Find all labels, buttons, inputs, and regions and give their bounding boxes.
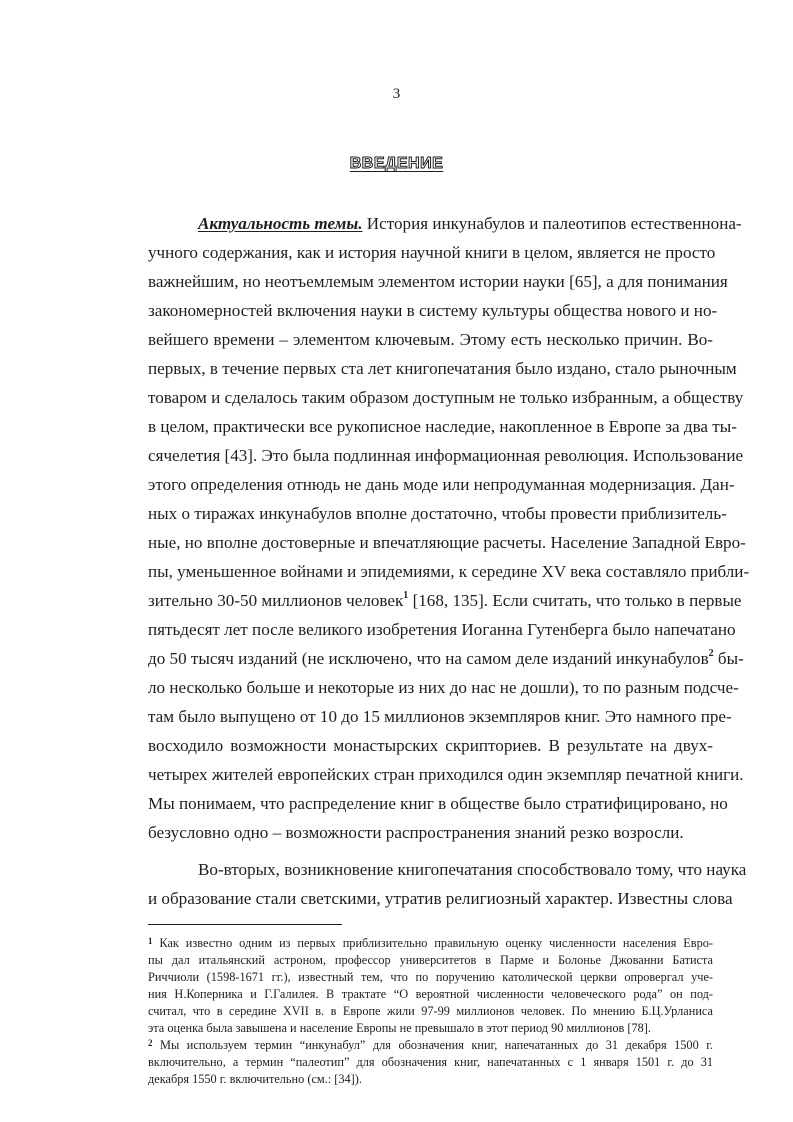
body-line-5: вейшего времени – элементом ключевым. Этому есть несколько причин. Во- bbox=[148, 330, 713, 349]
body-line-16: до 50 тысяч изданий (не исключено, что на самом деле изданий инкунабулов$^2$ бы- bbox=[148, 648, 744, 668]
body-line-10: этого определения отнюдь не дань моде или непродуманная модернизация. Дан- bbox=[148, 475, 735, 494]
body-line-18: там было выпущено от 10 до 15 миллионов экземпляров книг. Это намного пре- bbox=[148, 707, 732, 726]
body-line-13: пы, уменьшенное войнами и эпидемиями, к середине XV века составляло прибли- bbox=[148, 562, 750, 581]
heading-text: ВВЕДЕНИЕ bbox=[349, 155, 444, 172]
footnote-1-line-4: ния Н.Коперника и Г.Галилея. В трактате “О вероятной численности человеческого рода” он под- bbox=[148, 987, 713, 1001]
footnote-ref-2: 2 bbox=[708, 648, 714, 659]
body-line-24: и образование стали светскими, утратив религиозный характер. Известны слова bbox=[148, 889, 733, 908]
body-line-15: пятьдесят лет после великого изобретения Иоганна Гутенберга было напечатано bbox=[148, 620, 736, 639]
body-line-6: первых, в течение первых ста лет книгопечатания было издано, стало рыночным bbox=[148, 359, 737, 378]
footnote-marker-2: 2 bbox=[148, 1038, 153, 1048]
footnote-ref-1: 1 bbox=[403, 590, 409, 601]
body-line-22: безусловно одно – возможности распространения знаний резко возросли. bbox=[148, 823, 684, 842]
footnote-2-line-3: декабря 1550 г. включительно (см.: [34]). bbox=[148, 1072, 362, 1086]
body-line-7: товаром и сделалось таким образом доступным не только избранным, а обществу bbox=[148, 388, 744, 407]
footnote-1-line-2: пы дал итальянский астроном, профессор университетов в Парме и Болонье Джованни Батиста bbox=[148, 953, 713, 967]
body-line-8: в целом, практически все рукописное наследие, накопленное в Европе за два ты- bbox=[148, 417, 737, 436]
section-heading bbox=[0, 155, 793, 173]
section-label: Актуальность темы. bbox=[198, 214, 363, 233]
body-line-11: ных о тиражах инкунабулов вполне достаточно, чтобы провести приблизитель- bbox=[148, 504, 727, 523]
body-line-17: ло несколько больше и некоторые из них до нас не дошли), то по разным подсче- bbox=[148, 678, 739, 697]
body-line-20: четырех жителей европейских стран приходился один экземпляр печатной книги. bbox=[148, 765, 744, 784]
page-number: 3 bbox=[392, 86, 401, 102]
footnote-divider bbox=[148, 924, 342, 925]
footnote-1-line-3: Риччиоли (1598-1671 гг.), известный тем, что по поручению католической церкви опровергал уче- bbox=[148, 970, 713, 984]
body-line-23: Во-вторых, возникновение книгопечатания способствовало тому, что наука bbox=[198, 860, 747, 879]
footnote-1-line-1: $^1$ Как известно одним из первых приблизительно правильную оценку численности населения Евро- bbox=[148, 936, 713, 950]
body-line-12: ные, но вполне достоверные и впечатляющие расчеты. Население Западной Евро- bbox=[148, 533, 746, 552]
footnote-2-line-1: $^2$ Мы используем термин “инкунабул” для обозначения книг, напечатанных до 31 декабря 1500 г. bbox=[148, 1038, 713, 1052]
body-line-2: учного содержания, как и история научной книги в целом, является не просто bbox=[148, 243, 716, 262]
footnote-marker-1: 1 bbox=[148, 936, 153, 946]
body-line-21: Мы понимаем, что распределение книг в обществе было стратифицировано, но bbox=[148, 794, 728, 813]
footnote-2-line-2: включительно, а термин “палеотип” для обозначения книг, напечатанных с 1 января 1501 г. до 31 bbox=[148, 1055, 713, 1069]
footnote-1-line-6: эта оценка была завышена и население Европы не превышало в этот период 90 миллионов [78]. bbox=[148, 1021, 651, 1035]
body-line-3: важнейшим, но неотъемлемым элементом истории науки [65], а для понимания bbox=[148, 272, 728, 291]
body-line-9: сячелетия [43]. Это была подлинная информационная революция. Использование bbox=[148, 446, 744, 465]
footnote-1-line-5: считал, что в середине XVII в. в Европе жили 97-99 миллионов человек. По мнению Б.Ц.Урланиса bbox=[148, 1004, 713, 1018]
body-line-1: Актуальность темы. История инкунабулов и палеотипов естественнона- bbox=[198, 214, 742, 233]
body-line-19: восходило возможности монастырских скрипториев. В результате на двух- bbox=[148, 736, 713, 755]
body-line-14: зительно 30-50 миллионов человек$^1$ [168, 135]. Если считать, что только в первые bbox=[148, 590, 742, 610]
body-line-4: закономерностей включения науки в систему культуры общества нового и но- bbox=[148, 301, 718, 320]
